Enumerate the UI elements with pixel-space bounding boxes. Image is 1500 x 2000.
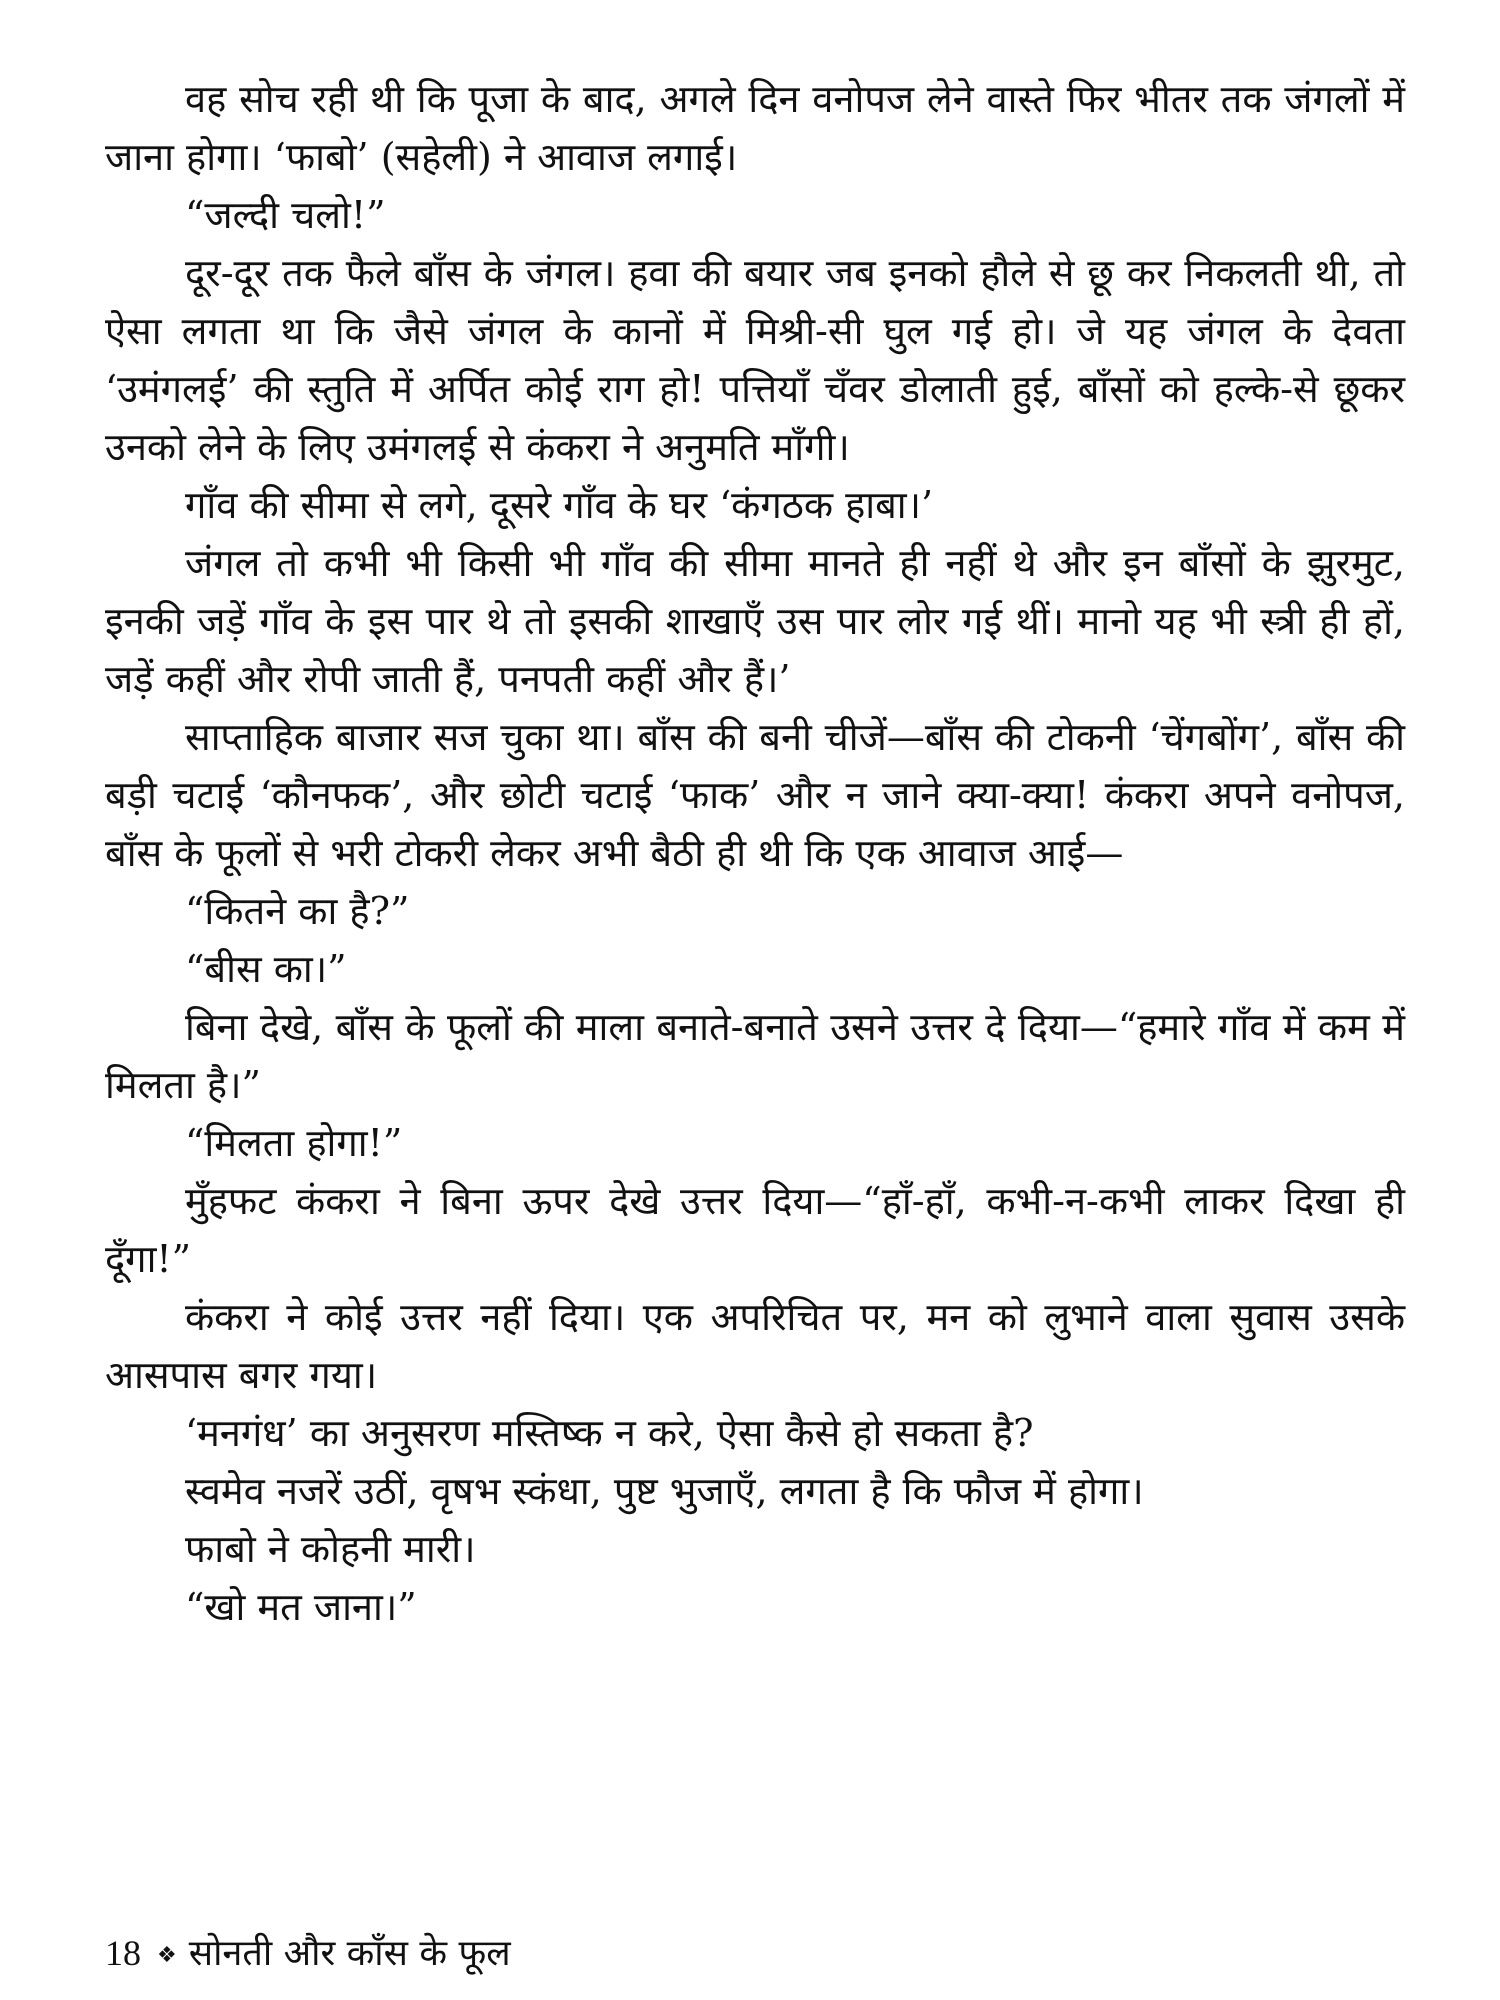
book-title: सोनती और काँस के फूल <box>188 1933 511 1974</box>
paragraph: कंकरा ने कोई उत्तर नहीं दिया। एक अपरिचित पर, मन को लुभाने वाला सुवास उसके आसपास बगर गया। <box>105 1295 1405 1397</box>
ornament-separator-icon: ❖ <box>157 1943 177 1968</box>
paragraph: गाँव की सीमा से लगे, दूसरे गाँव के घर ‘कंगठक हाबा।’ <box>185 483 934 527</box>
paragraph: “बीस का।” <box>185 947 347 991</box>
paragraph: “कितने का है?” <box>185 889 410 933</box>
paragraph: “जल्दी चलो!” <box>185 193 386 237</box>
paragraph: वह सोच रही थी कि पूजा के बाद, अगले दिन वनोपज लेने वास्ते फिर भीतर तक जंगलों में जाना होगा। ‘फाबो’ (सहेली) ने आवाज लगाई। <box>105 77 1405 179</box>
paragraph: स्वमेव नजरें उठीं, वृषभ स्कंधा, पुष्ट भुजाएँ, लगता है कि फौज में होगा। <box>185 1469 1144 1513</box>
paragraph: जंगल तो कभी भी किसी भी गाँव की सीमा मानते ही नहीं थे और इन बाँसों के झुरमुट, इनकी जड़ें गाँव के इस पार थे तो इसकी शाखाएँ उस पार लोर गई थीं। मानो यह भी स्त्री ही हों, जड़ें कहीं और रोपी जाती हैं, पनपती कहीं और हैं।’ <box>105 541 1405 701</box>
paragraph: ‘मनगंध’ का अनुसरण मस्तिष्क न करे, ऐसा कैसे हो सकता है? <box>185 1411 1034 1455</box>
paragraph: मुँहफट कंकरा ने बिना ऊपर देखे उत्तर दिया—“हाँ-हाँ, कभी-न-कभी लाकर दिखा ही दूँगा!” <box>105 1179 1405 1281</box>
paragraph: “खो मत जाना।” <box>185 1585 417 1629</box>
paragraph: साप्ताहिक बाजार सज चुका था। बाँस की बनी चीजें—बाँस की टोकनी ‘चेंगबोंग’, बाँस की बड़ी चटाई ‘कौनफक’, और छोटी चटाई ‘फाक’ और न जाने क्या-क्या! कंकरा अपने वनोपज, बाँस के फूलों से भरी टोकरी लेकर अभी बैठी ही थी कि एक आवाज आई— <box>105 715 1405 875</box>
page-footer <box>105 1933 511 1976</box>
paragraph: “मिलता होगा!” <box>185 1121 403 1165</box>
body-text <box>105 70 1405 1636</box>
paragraph: बिना देखे, बाँस के फूलों की माला बनाते-बनाते उसने उत्तर दे दिया—“हमारे गाँव में कम में मिलता है।” <box>105 1005 1405 1107</box>
paragraph: फाबो ने कोहनी मारी। <box>185 1527 476 1571</box>
page-number: 18 <box>105 1933 141 1973</box>
paragraph: दूर-दूर तक फैले बाँस के जंगल। हवा की बयार जब इनको हौले से छू कर निकलती थी, तो ऐसा लगता था कि जैसे जंगल के कानों में मिश्री-सी घुल गई हो। जे यह जंगल के देवता ‘उमंगलई’ की स्तुति में अर्पित कोई राग हो! पत्तियाँ चँवर डोलाती हुई, बाँसों को हल्के-से छूकर उनको लेने के लिए उमंगलई से कंकरा ने अनुमति माँगी। <box>105 251 1405 469</box>
